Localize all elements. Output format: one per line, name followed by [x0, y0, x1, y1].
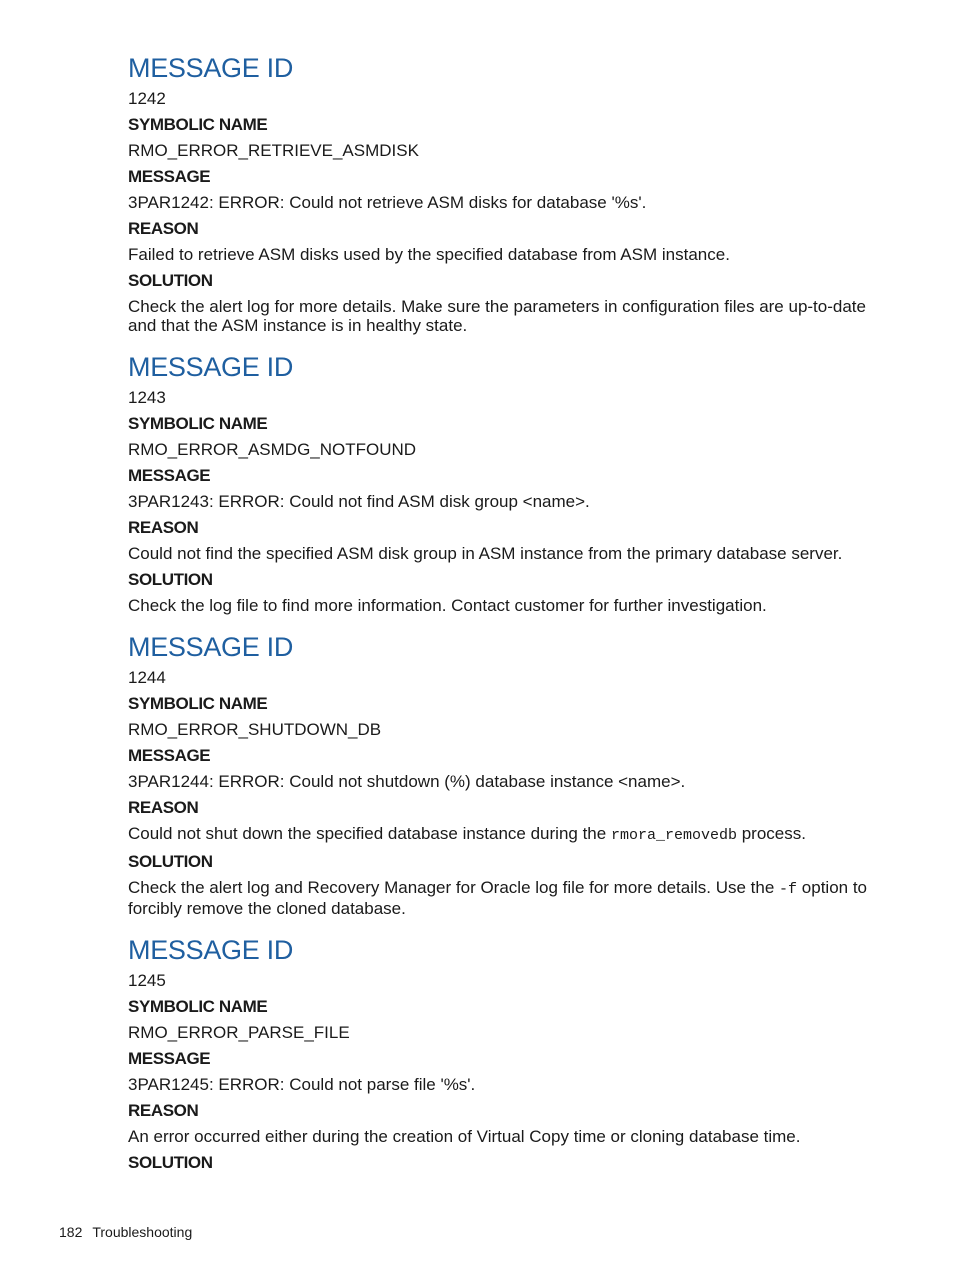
reason-label: REASON [128, 219, 199, 238]
reason-value: An error occurred either during the creation of Virtual Copy time or cloning database time. [128, 1127, 801, 1146]
message-entry-1243 [128, 349, 873, 619]
reason-value [128, 821, 873, 849]
message-entry-1242 [128, 50, 873, 339]
symbolic-name-value: RMO_ERROR_PARSE_FILE [128, 1023, 350, 1042]
message-id-heading: MESSAGE ID [128, 352, 294, 382]
document-body [128, 50, 873, 1186]
message-id-heading: MESSAGE ID [128, 935, 294, 965]
symbolic-name-value: RMO_ERROR_SHUTDOWN_DB [128, 720, 382, 739]
symbolic-name-label: SYMBOLIC NAME [128, 414, 268, 433]
message-label: MESSAGE [128, 167, 211, 186]
symbolic-name-value: RMO_ERROR_ASMDG_NOTFOUND [128, 440, 417, 459]
message-id-value: 1242 [128, 89, 166, 108]
solution-label: SOLUTION [128, 852, 213, 871]
solution-value: Check the alert log for more details. Make sure the parameters in configuration files are up-to-date and that the ASM instance is in healthy state. [128, 297, 866, 335]
message-id-value: 1245 [128, 971, 166, 990]
solution-label: SOLUTION [128, 271, 213, 290]
message-entry-1244 [128, 629, 873, 922]
message-id-heading: MESSAGE ID [128, 632, 294, 662]
reason-label: REASON [128, 1101, 199, 1120]
symbolic-name-value: RMO_ERROR_RETRIEVE_ASMDISK [128, 141, 419, 160]
solution-label: SOLUTION [128, 570, 213, 589]
solution-text-pre: Check the alert log and Recovery Manager for Oracle log file for more details. Use the [128, 878, 775, 897]
reason-text-pre: Could not shut down the specified database instance during the [128, 824, 607, 843]
message-label: MESSAGE [128, 466, 211, 485]
reason-code: rmora_removedb [610, 827, 737, 844]
message-label: MESSAGE [128, 1049, 211, 1068]
symbolic-name-label: SYMBOLIC NAME [128, 115, 268, 134]
message-value: 3PAR1245: ERROR: Could not parse file '%s'. [128, 1075, 476, 1094]
solution-label: SOLUTION [128, 1153, 213, 1172]
message-label: MESSAGE [128, 746, 211, 765]
symbolic-name-label: SYMBOLIC NAME [128, 694, 268, 713]
reason-label: REASON [128, 798, 199, 817]
footer-section-title: Troubleshooting [92, 1224, 193, 1240]
solution-code: -f [779, 881, 798, 898]
page-footer [59, 1222, 192, 1242]
message-value: 3PAR1243: ERROR: Could not find ASM disk group <name>. [128, 492, 590, 511]
reason-value: Could not find the specified ASM disk group in ASM instance from the primary database server. [128, 544, 843, 563]
message-value: 3PAR1242: ERROR: Could not retrieve ASM disks for database '%s'. [128, 193, 647, 212]
page-number: 182 [59, 1224, 83, 1240]
symbolic-name-label: SYMBOLIC NAME [128, 997, 268, 1016]
reason-label: REASON [128, 518, 199, 537]
message-value: 3PAR1244: ERROR: Could not shutdown (%) database instance <name>. [128, 772, 686, 791]
solution-value [128, 875, 873, 922]
reason-value: Failed to retrieve ASM disks used by the specified database from ASM instance. [128, 245, 730, 264]
solution-value: Check the log file to find more information. Contact customer for further investigation. [128, 596, 767, 615]
message-id-value: 1244 [128, 668, 166, 687]
reason-text-post: process. [741, 824, 806, 843]
solution-text-post: option to forcibly remove the cloned database. [128, 878, 868, 918]
message-id-value: 1243 [128, 388, 166, 407]
message-entry-1245 [128, 932, 873, 1176]
message-id-heading: MESSAGE ID [128, 53, 294, 83]
